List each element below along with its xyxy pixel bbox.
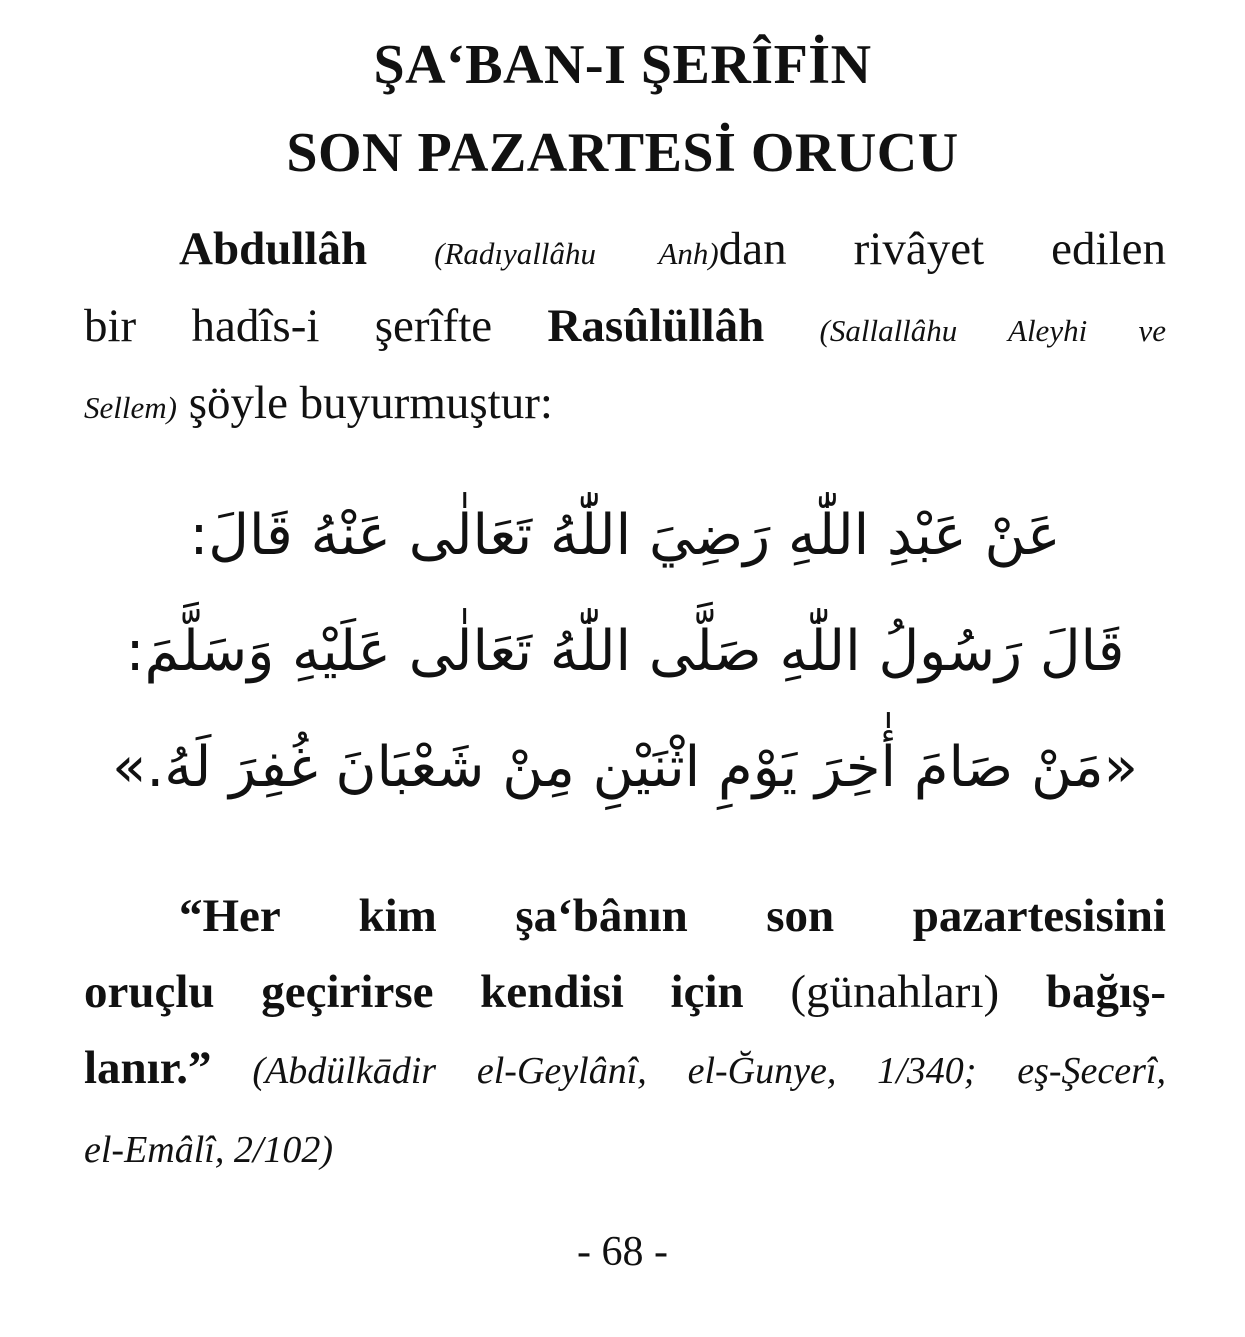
intro-paragraph xyxy=(84,213,1166,444)
arabic-line-1: عَنْ عَبْدِ اللّٰهِ رَضِيَ اللّٰهُ تَعَالٰى عَنْهُ قَالَ: xyxy=(189,503,1061,568)
chapter-title-line-1: ŞA‘BAN-I ŞERÎFİN xyxy=(373,34,872,96)
prophet-honorific-a: (Sallallâhu Aleyhi ve xyxy=(819,313,1166,348)
translation-text-3: lanır.” xyxy=(84,1042,212,1094)
hadith-translation xyxy=(84,878,1166,1188)
intro-text-3: şöyle buyurmuştur: xyxy=(176,377,553,429)
source-reference-1: (Abdülkādir el-Geylânî, el-Ğunye, 1/340; eş-Şecerî, xyxy=(211,1050,1166,1092)
intro-text-1: dan rivâyet edilen xyxy=(718,223,1166,275)
narrator-honorific: (Radıyallâhu Anh) xyxy=(434,236,719,271)
translation-line-1: “Her kim şa‘bânın son pazartesisini xyxy=(179,890,1166,942)
translation-text-2a: oruçlu geçirirse kendisi için xyxy=(84,966,791,1018)
chapter-title-line-2: SON PAZARTESİ ORUCU xyxy=(286,122,959,184)
intro-line-1 xyxy=(84,213,1166,290)
translation-parenthetical: (günahları) xyxy=(790,966,1000,1018)
source-reference-2: el-Emâlî, 2/102) xyxy=(84,1129,334,1171)
intro-text-2: bir hadîs-i şerîfte xyxy=(84,300,548,352)
narrator-name: Abdullâh xyxy=(179,223,368,275)
translation-line-4 xyxy=(84,1109,1166,1188)
arabic-hadith-text xyxy=(84,478,1166,826)
translation-line-3 xyxy=(84,1030,1166,1109)
prophet-honorific-b: Sellem) xyxy=(84,390,177,425)
intro-line-2 xyxy=(84,290,1166,367)
translation-line-2 xyxy=(84,954,1166,1030)
translation-text-2c: bağış- xyxy=(999,966,1166,1018)
page-number: - 68 - xyxy=(577,1229,668,1275)
arabic-line-3: «مَنْ صَامَ أٰخِرَ يَوْمِ اثْنَيْنِ مِنْ شَعْبَانَ غُفِرَ لَهُ.» xyxy=(112,735,1138,800)
arabic-line-2: قَالَ رَسُولُ اللّٰهِ صَلَّى اللّٰهُ تَعَالٰى عَلَيْهِ وَسَلَّمَ: xyxy=(125,619,1125,684)
prophet-name: Rasûlüllâh xyxy=(547,300,765,352)
intro-line-3 xyxy=(84,367,1166,444)
